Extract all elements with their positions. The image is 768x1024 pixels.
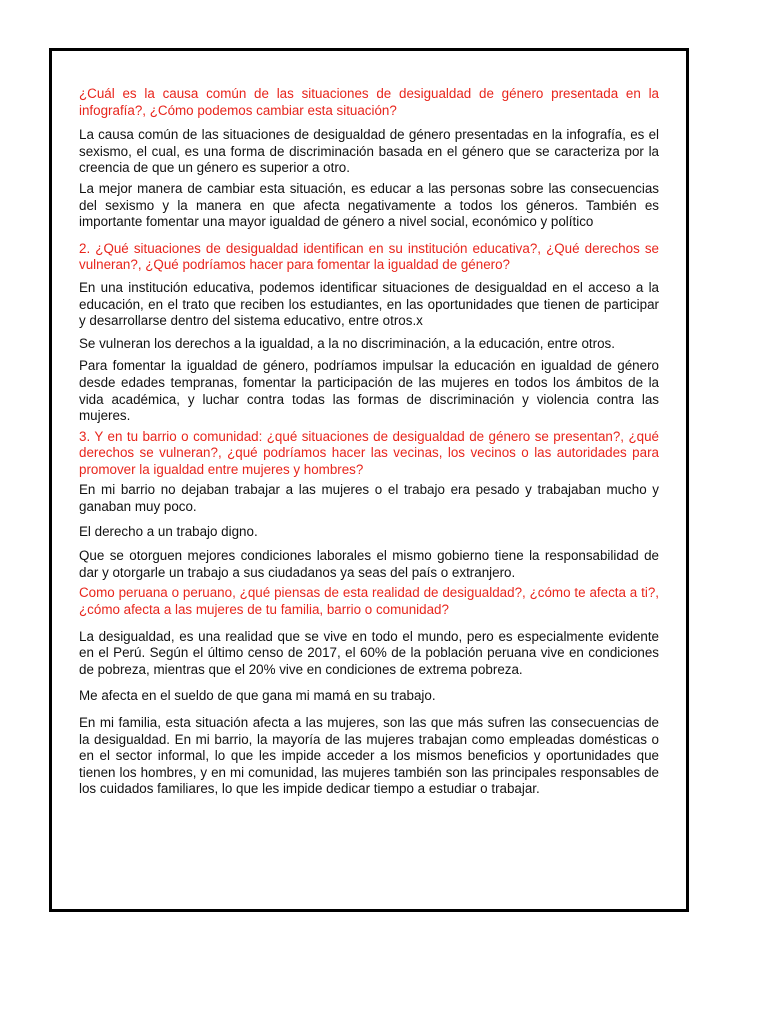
answer-2-3: Para fomentar la igualdad de género, podríamos impulsar la educación en igualdad de género desde edades tempranas, fomentar la participación de las mujeres en todos los ámbitos de la vida académica, y luchar contra todas las formas de discriminación y violencia contra las mujeres. bbox=[79, 358, 659, 424]
answer-4-2: Me afecta en el sueldo de que gana mi mamá en su trabajo. bbox=[79, 688, 436, 704]
answer-1-1: La causa común de las situaciones de desigualdad de género presentadas en la infografía, es el sexismo, el cual, es una forma de discriminación basada en el género que se caracteriza por la creencia de que un género es superior a otro. bbox=[79, 127, 659, 176]
answer-2-1: En una institución educativa, podemos identificar situaciones de desigualdad en el acceso a la educación, en el trato que reciben los estudiantes, en las oportunidades que tienen de participar y desarrollarse dentro del sistema educativo, entre otros.x bbox=[79, 279, 659, 329]
answer-3-3: Que se otorguen mejores condiciones laborales el mismo gobierno tiene la responsabilidad de dar y otorgarle un trabajo a sus ciudadanos ya seas del país o extranjero. bbox=[79, 548, 659, 580]
question-3: 3. Y en tu barrio o comunidad: ¿qué situaciones de desigualdad de género se presentan?, ¿qué derechos se vulneran?, ¿qué podríamos hacer las vecinas, los vecinos o las autoridades para promover la igualdad entre mujeres y hombres? bbox=[79, 428, 659, 477]
answer-4-3: En mi familia, esta situación afecta a las mujeres, son las que más sufren las consecuencias de la desigualdad. En mi barrio, la mayoría de las mujeres trabajan como empleadas domésticas o en el sector informal, lo que les impide acceder a los mismos beneficios y oportunidades que tienen los hombres, y en mi comunidad, las mujeres también son las principales responsables de los cuidados familiares, lo que les impide dedicar tiempo a estudiar o trabajar. bbox=[79, 715, 659, 797]
answer-4-1: La desigualdad, es una realidad que se vive en todo el mundo, pero es especialmente evidente en el Perú. Según el último censo de 2017, el 60% de la población peruana vive en condiciones de pobreza, mientras que el 20% vive en condiciones de extrema pobreza. bbox=[79, 628, 659, 677]
document-body bbox=[79, 86, 659, 798]
question-4: Como peruana o peruano, ¿qué piensas de esta realidad de desigualdad?, ¿cómo te afecta a ti?, ¿cómo afecta a las mujeres de tu familia, barrio o comunidad? bbox=[79, 585, 659, 618]
answer-1-2: La mejor manera de cambiar esta situación, es educar a las personas sobre las consecuencias del sexismo y la manera en que afecta negativamente a todos los géneros. También es importante fomentar una mayor igualdad de género a nivel social, económico y político bbox=[79, 180, 659, 230]
question-2: 2. ¿Qué situaciones de desigualdad identifican en su institución educativa?, ¿Qué derechos se vulneran?, ¿Qué podríamos hacer para fomentar la igualdad de género? bbox=[79, 240, 659, 273]
answer-3-1: En mi barrio no dejaban trabajar a las mujeres o el trabajo era pesado y trabajaban mucho y ganaban muy poco. bbox=[79, 482, 659, 515]
question-1: ¿Cuál es la causa común de las situaciones de desigualdad de género presentada en la infografía?, ¿Cómo podemos cambiar esta situación? bbox=[79, 86, 659, 118]
answer-3-2: El derecho a un trabajo digno. bbox=[79, 523, 258, 539]
answer-2-2: Se vulneran los derechos a la igualdad, a la no discriminación, a la educación, entre otros. bbox=[79, 335, 615, 351]
